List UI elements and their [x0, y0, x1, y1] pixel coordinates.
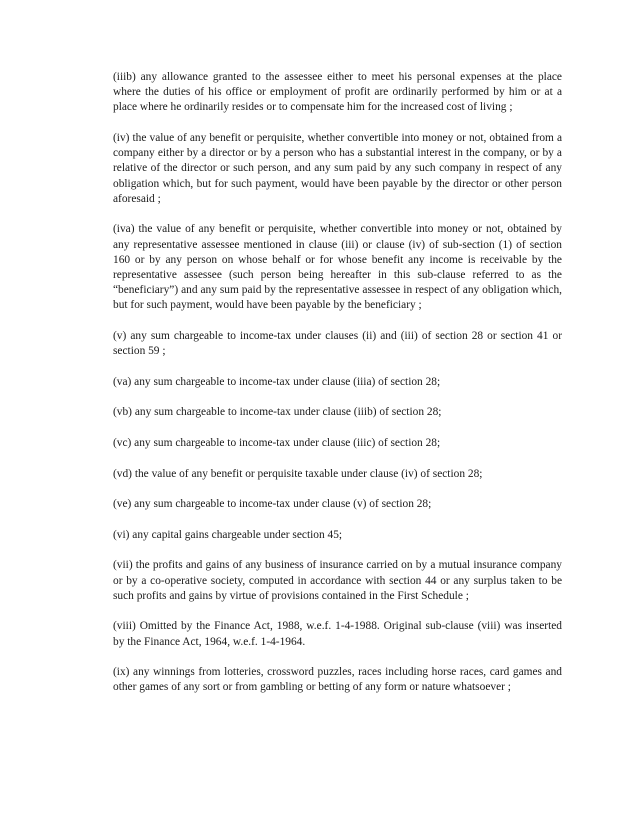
clause-iva-paragraph: (iva) the value of any benefit or perquisite, whether convertible into money or not, obtained by any representative assessee mentioned in clause (iii) or clause (iv) of sub-section (1) of section 160 or by any person on whose behalf or for whose benefit any income is receivable by the representative assessee (such person being hereafter in this sub-clause referred to as the “beneficiary”) and any sum paid by the representative assessee in respect of any obligation which, but for such payment, would have been payable by the beneficiary ;: [113, 223, 562, 312]
clause-vii-paragraph: (vii) the profits and gains of any business of insurance carried on by a mutual insurance company or by a co-operative society, computed in accordance with section 44 or any surplus taken to be such profits and gains by virtue of provisions contained in the First Schedule ;: [113, 559, 562, 602]
clause-vc-paragraph: (vc) any sum chargeable to income-tax under clause (iiic) of section 28;: [113, 437, 441, 449]
clause-vi-paragraph: (vi) any capital gains chargeable under section 45;: [113, 528, 343, 541]
clause-ve-paragraph: (ve) any sum chargeable to income-tax under clause (v) of section 28;: [113, 498, 432, 511]
clause-va-paragraph: (va) any sum chargeable to income-tax under clause (iiia) of section 28;: [113, 375, 441, 388]
clause-viii-paragraph: (viii) Omitted by the Finance Act, 1988, w.e.f. 1-4-1988. Original sub-clause (viii) was inserted by the Finance Act, 1964, w.e.f. 1-4-1964.: [113, 620, 562, 648]
clause-iv-paragraph: (iv) the value of any benefit or perquisite, whether convertible into money or not, obtained from a company either by a director or by a person who has a substantial interest in the company, or by a relative of the director or such person, and any sum paid by any such company in respect of any obligation which, but for such payment, would have been payable by the director or other person aforesaid ;: [113, 132, 562, 205]
clause-iiib-paragraph: (iiib) any allowance granted to the assessee either to meet his personal expenses at the place where the duties of his office or employment of profit are ordinarily performed by him or at a place where he ordinarily resides or to compensate him for the increased cost of living ;: [113, 71, 562, 114]
clause-ix-paragraph: (ix) any winnings from lotteries, crossword puzzles, races including horse races, card games and other games of any sort or from gambling or betting of any form or nature whatsoever ;: [113, 666, 562, 694]
document-page: [113, 70, 562, 711]
clause-vb-paragraph: (vb) any sum chargeable to income-tax under clause (iiib) of section 28;: [113, 406, 442, 419]
clause-v-paragraph: (v) any sum chargeable to income-tax under clauses (ii) and (iii) of section 28 or section 41 or section 59 ;: [113, 330, 562, 358]
clause-vd-paragraph: (vd) the value of any benefit or perquisite taxable under clause (iv) of section 28;: [113, 467, 483, 480]
